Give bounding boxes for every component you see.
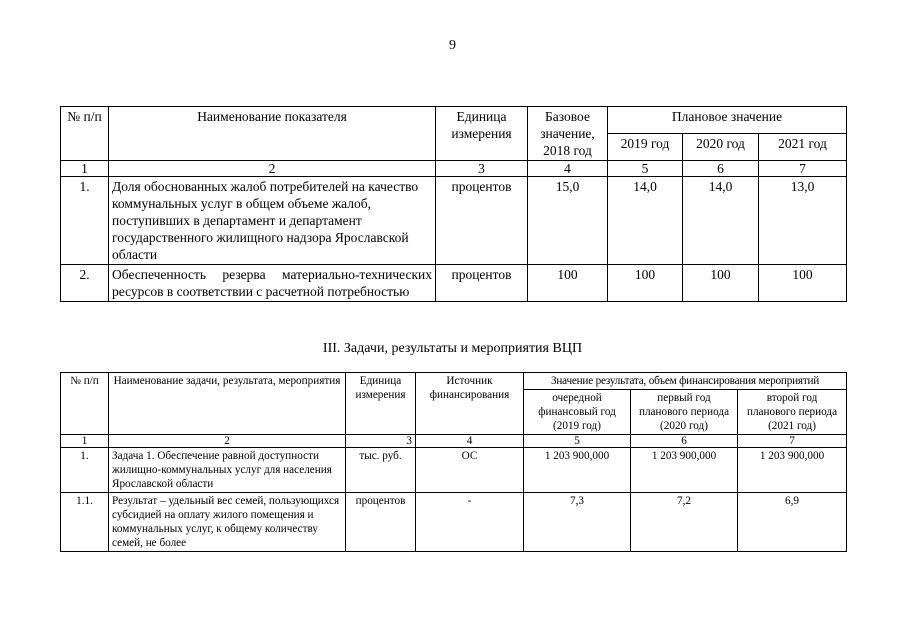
column-number: 6 (631, 435, 738, 448)
column-number: 4 (528, 161, 608, 177)
header-year-2020: 2020 год (683, 134, 759, 161)
header-unit: Единица измерения (346, 373, 416, 435)
value-2021-cell: 6,9 (738, 493, 847, 552)
value-2021-cell: 100 (759, 265, 847, 302)
header-funding-source: Источник финансирования (416, 373, 524, 435)
header-period-2019: очередной финансовый год (2019 год) (524, 390, 631, 435)
row-num: 1. (61, 177, 109, 265)
value-2021-cell: 13,0 (759, 177, 847, 265)
value-2019-cell: 1 203 900,000 (524, 448, 631, 493)
column-number: 4 (416, 435, 524, 448)
indicators-table (60, 106, 847, 302)
task-name: Результат – удельный вес семей, пользующихся субсидией на оплату жилого помещения и коммунальных услуг, к общему количеству семей, не более (109, 493, 346, 552)
task-name: Задача 1. Обеспечение равной доступности жилищно-коммунальных услуг для населения Ярославской области (109, 448, 346, 493)
value-2020-cell: 1 203 900,000 (631, 448, 738, 493)
value-2021-cell: 1 203 900,000 (738, 448, 847, 493)
column-number: 5 (608, 161, 683, 177)
column-number: 3 (346, 435, 416, 448)
value-2020-cell: 100 (683, 265, 759, 302)
value-2019-cell: 14,0 (608, 177, 683, 265)
unit-cell: процентов (436, 265, 528, 302)
column-number: 7 (738, 435, 847, 448)
header-year-2019: 2019 год (608, 134, 683, 161)
column-number: 2 (109, 435, 346, 448)
row-num: 2. (61, 265, 109, 302)
header-task-name: Наименование задачи, результата, мероприятия (109, 373, 346, 435)
header-period-2020: первый год планового периода (2020 год) (631, 390, 738, 435)
header-planned-value: Плановое значение (608, 107, 847, 134)
column-number: 5 (524, 435, 631, 448)
value-2020-cell: 7,2 (631, 493, 738, 552)
column-number: 7 (759, 161, 847, 177)
unit-cell: процентов (346, 493, 416, 552)
table-row (61, 177, 847, 265)
column-number-row (61, 161, 847, 177)
base-value-cell: 15,0 (528, 177, 608, 265)
table-row (61, 448, 847, 493)
tasks-table (60, 372, 847, 552)
value-2019-cell: 7,3 (524, 493, 631, 552)
header-indicator: Наименование показателя (109, 107, 436, 161)
unit-cell: тыс. руб. (346, 448, 416, 493)
funding-source-cell: - (416, 493, 524, 552)
unit-cell: процентов (436, 177, 528, 265)
base-value-cell: 100 (528, 265, 608, 302)
header-num: № п/п (61, 107, 109, 161)
header-period-2021: второй год планового периода (2021 год) (738, 390, 847, 435)
header-num: № п/п (61, 373, 109, 435)
column-number: 1 (61, 161, 109, 177)
value-2020-cell: 14,0 (683, 177, 759, 265)
value-2019-cell: 100 (608, 265, 683, 302)
page-number: 9 (449, 38, 456, 53)
header-unit: Единица измерения (436, 107, 528, 161)
row-num: 1.1. (61, 493, 109, 552)
row-num: 1. (61, 448, 109, 493)
header-base-value: Базовое значение, 2018 год (528, 107, 608, 161)
header-result-value-group: Значение результата, объем финансирования мероприятий (524, 373, 847, 390)
column-number: 2 (109, 161, 436, 177)
table-row (61, 265, 847, 302)
column-number: 3 (436, 161, 528, 177)
table-row (61, 493, 847, 552)
indicator-name: Доля обоснованных жалоб потребителей на качество коммунальных услуг в общем объеме жалоб, поступивших в департамент и департамент государственного жилищного надзора Ярославской области (109, 177, 436, 265)
indicator-name: Обеспеченность резерва материально-технических ресурсов в соответствии с расчетной потребностью (109, 265, 436, 302)
header-year-2021: 2021 год (759, 134, 847, 161)
funding-source-cell: ОС (416, 448, 524, 493)
column-number: 1 (61, 435, 109, 448)
column-number: 6 (683, 161, 759, 177)
section-title: III. Задачи, результаты и мероприятия ВЦП (322, 341, 583, 356)
column-number-row (61, 435, 847, 448)
